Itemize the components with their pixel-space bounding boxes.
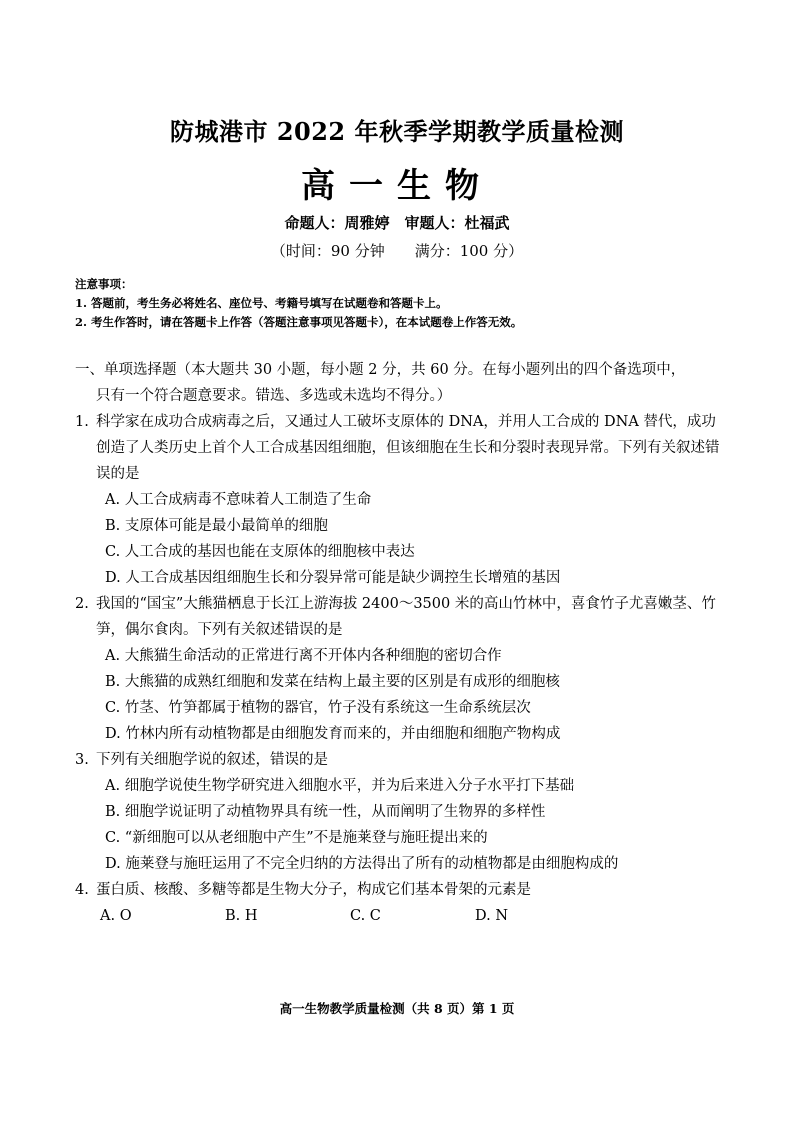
question-number: 4. bbox=[75, 882, 89, 898]
option-b: B. H bbox=[225, 908, 258, 924]
option-c: C. C bbox=[350, 908, 381, 924]
option-b: B. 支原体可能是最小最简单的细胞 bbox=[105, 518, 328, 534]
exam-title: 防城港市 2022 年秋季学期教学质量检测 bbox=[169, 117, 624, 146]
option-c: C. “新细胞可以从老细胞中产生”不是施莱登与施旺提出来的 bbox=[105, 830, 488, 846]
option-d: D. 人工合成基因组细胞生长和分裂异常可能是缺少调控生长增殖的基因 bbox=[105, 570, 561, 586]
notice-heading: 注意事项： bbox=[75, 277, 133, 291]
notice-item-2: 2. 考生作答时，请在答题卡上作答（答题注意事项见答题卡），在本试题卷上作答无效。 bbox=[75, 315, 523, 329]
question-text: 下列有关细胞学说的叙述，错误的是 bbox=[96, 752, 328, 768]
notice-block bbox=[75, 275, 735, 332]
option-row bbox=[75, 903, 725, 929]
option-a: A. 人工合成病毒不意味着人工制造了生命 bbox=[105, 492, 372, 508]
question-stem bbox=[75, 409, 725, 487]
option-d: D. 施莱登与施旺运用了不完全归纳的方法得出了所有的动植物都是由细胞构成的 bbox=[105, 856, 619, 872]
question-number: 2. bbox=[75, 596, 89, 612]
notice-item-1: 1. 答题前，考生务必将姓名、座位号、考籍号填写在试题卷和答题卡上。 bbox=[75, 296, 448, 310]
section-heading-line-2: 只有一个符合题意要求。错选、多选或未选均不得分。） bbox=[96, 388, 452, 404]
exam-subject: 高一生物 bbox=[301, 166, 493, 206]
exam-timing: （时间：90 分钟 满分：100 分） bbox=[270, 242, 524, 260]
question-2 bbox=[75, 591, 725, 747]
section-heading-line-1: 一、单项选择题（本大题共 30 小题，每小题 2 分，共 60 分。在每小题列出的四个备选项中， bbox=[75, 362, 686, 378]
question-1 bbox=[75, 409, 725, 591]
page-footer: 高一生物教学质量检测（共 8 页）第 1 页 bbox=[279, 1001, 515, 1016]
question-4 bbox=[75, 877, 725, 929]
option-a: A. O bbox=[100, 908, 132, 924]
option-d: D. 竹林内所有动植物都是由细胞发育而来的，并由细胞和细胞产物构成 bbox=[105, 726, 561, 742]
section-single-choice bbox=[75, 357, 725, 929]
question-stem bbox=[75, 747, 725, 773]
question-text: 我国的“国宝”大熊猫栖息于长江上游海拔 2400～3500 米的高山竹林中，喜食竹子尤喜嫩茎、竹笋，偶尔食肉。下列有关叙述错误的是 bbox=[96, 596, 716, 638]
option-a: A. 细胞学说使生物学研究进入细胞水平，并为后来进入分子水平打下基础 bbox=[105, 778, 575, 794]
question-text: 科学家在成功合成病毒之后，又通过人工破坏支原体的 DNA，并用人工合成的 DNA 替代，成功创造了人类历史上首个人工合成基因组细胞，但该细胞在生长和分裂时表现异常。下列有关叙述错误的是 bbox=[96, 414, 720, 482]
question-3 bbox=[75, 747, 725, 877]
option-b: B. 细胞学说证明了动植物界具有统一性，从而阐明了生物界的多样性 bbox=[105, 804, 546, 820]
section-heading bbox=[75, 357, 725, 409]
option-c: C. 人工合成的基因也能在支原体的细胞核中表达 bbox=[105, 544, 415, 560]
option-a: A. 大熊猫生命活动的正常进行离不开体内各种细胞的密切合作 bbox=[105, 648, 502, 664]
option-d: D. N bbox=[475, 908, 509, 924]
option-b: B. 大熊猫的成熟红细胞和发菜在结构上最主要的区别是有成形的细胞核 bbox=[105, 674, 560, 690]
question-number: 1. bbox=[75, 414, 89, 430]
exam-authors: 命题人：周雅婷 审题人：杜福武 bbox=[284, 214, 510, 232]
option-c: C. 竹茎、竹笋都属于植物的器官，竹子没有系统这一生命系统层次 bbox=[105, 700, 531, 716]
question-number: 3. bbox=[75, 752, 89, 768]
question-stem bbox=[75, 877, 725, 903]
question-stem bbox=[75, 591, 725, 643]
question-text: 蛋白质、核酸、多糖等都是生物大分子，构成它们基本骨架的元素是 bbox=[96, 882, 531, 898]
